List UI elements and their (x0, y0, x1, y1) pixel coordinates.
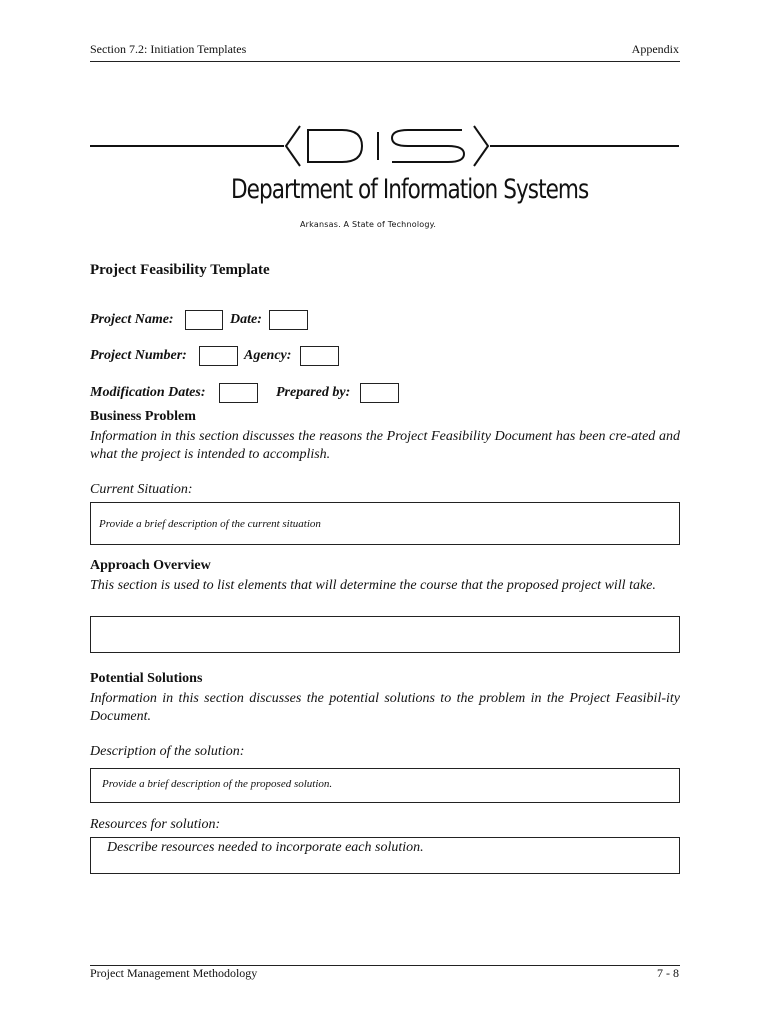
solution-description-label: Description of the solution: (90, 744, 245, 759)
current-situation-label: Current Situation: (90, 482, 193, 497)
date-field[interactable] (269, 310, 308, 330)
dis-logo (0, 118, 768, 238)
approach-overview-text: This section is used to list elements that will determine the course that the proposed project will take. (90, 578, 656, 593)
prepared-by-field[interactable] (360, 383, 399, 403)
dis-mark-icon (284, 122, 490, 170)
potential-solutions-heading: Potential Solutions (90, 671, 203, 686)
logo-tagline: Arkansas. A State of Technology. (300, 220, 437, 229)
project-name-label: Project Name: (90, 312, 174, 327)
resources-box[interactable] (90, 837, 680, 874)
logo-right-line (490, 145, 679, 147)
page-title: Project Feasibility Template (90, 262, 270, 278)
logo-left-line (90, 145, 284, 147)
resources-label: Resources for solution: (90, 817, 221, 832)
header-section-label: Section 7.2: Initiation Templates (90, 42, 247, 56)
date-label: Date: (230, 312, 262, 327)
current-situation-placeholder: Provide a brief description of the current situation (99, 518, 321, 530)
potential-solutions-text: Information in this section discusses the potential solutions to the problem in the Project Feasibil-ity Document. (90, 691, 680, 724)
modification-dates-label: Modification Dates: (90, 385, 206, 400)
agency-field[interactable] (300, 346, 339, 366)
current-situation-box[interactable] (90, 502, 680, 545)
business-problem-text: Information in this section discusses the reasons the Project Feasibility Document has been cre-ated and what the project is intended to accomplish. (90, 429, 680, 462)
project-number-label: Project Number: (90, 348, 187, 363)
resources-placeholder: Describe resources needed to incorporate each solution. (107, 840, 424, 855)
modification-dates-field[interactable] (219, 383, 258, 403)
approach-overview-box[interactable] (90, 616, 680, 653)
header-appendix-label: Appendix (631, 42, 679, 56)
logo-name: Department of Information Systems (231, 174, 589, 205)
approach-overview-heading: Approach Overview (90, 558, 211, 573)
project-name-field[interactable] (185, 310, 223, 330)
solution-description-box[interactable] (90, 768, 680, 803)
prepared-by-label: Prepared by: (276, 385, 351, 400)
header-rule (90, 61, 680, 62)
footer-methodology-label: Project Management Methodology (90, 966, 258, 980)
footer-page-number: 7 - 8 (657, 966, 679, 980)
solution-description-placeholder: Provide a brief description of the proposed solution. (102, 778, 333, 790)
project-number-field[interactable] (199, 346, 238, 366)
agency-label: Agency: (244, 348, 292, 363)
business-problem-heading: Business Problem (90, 409, 196, 424)
